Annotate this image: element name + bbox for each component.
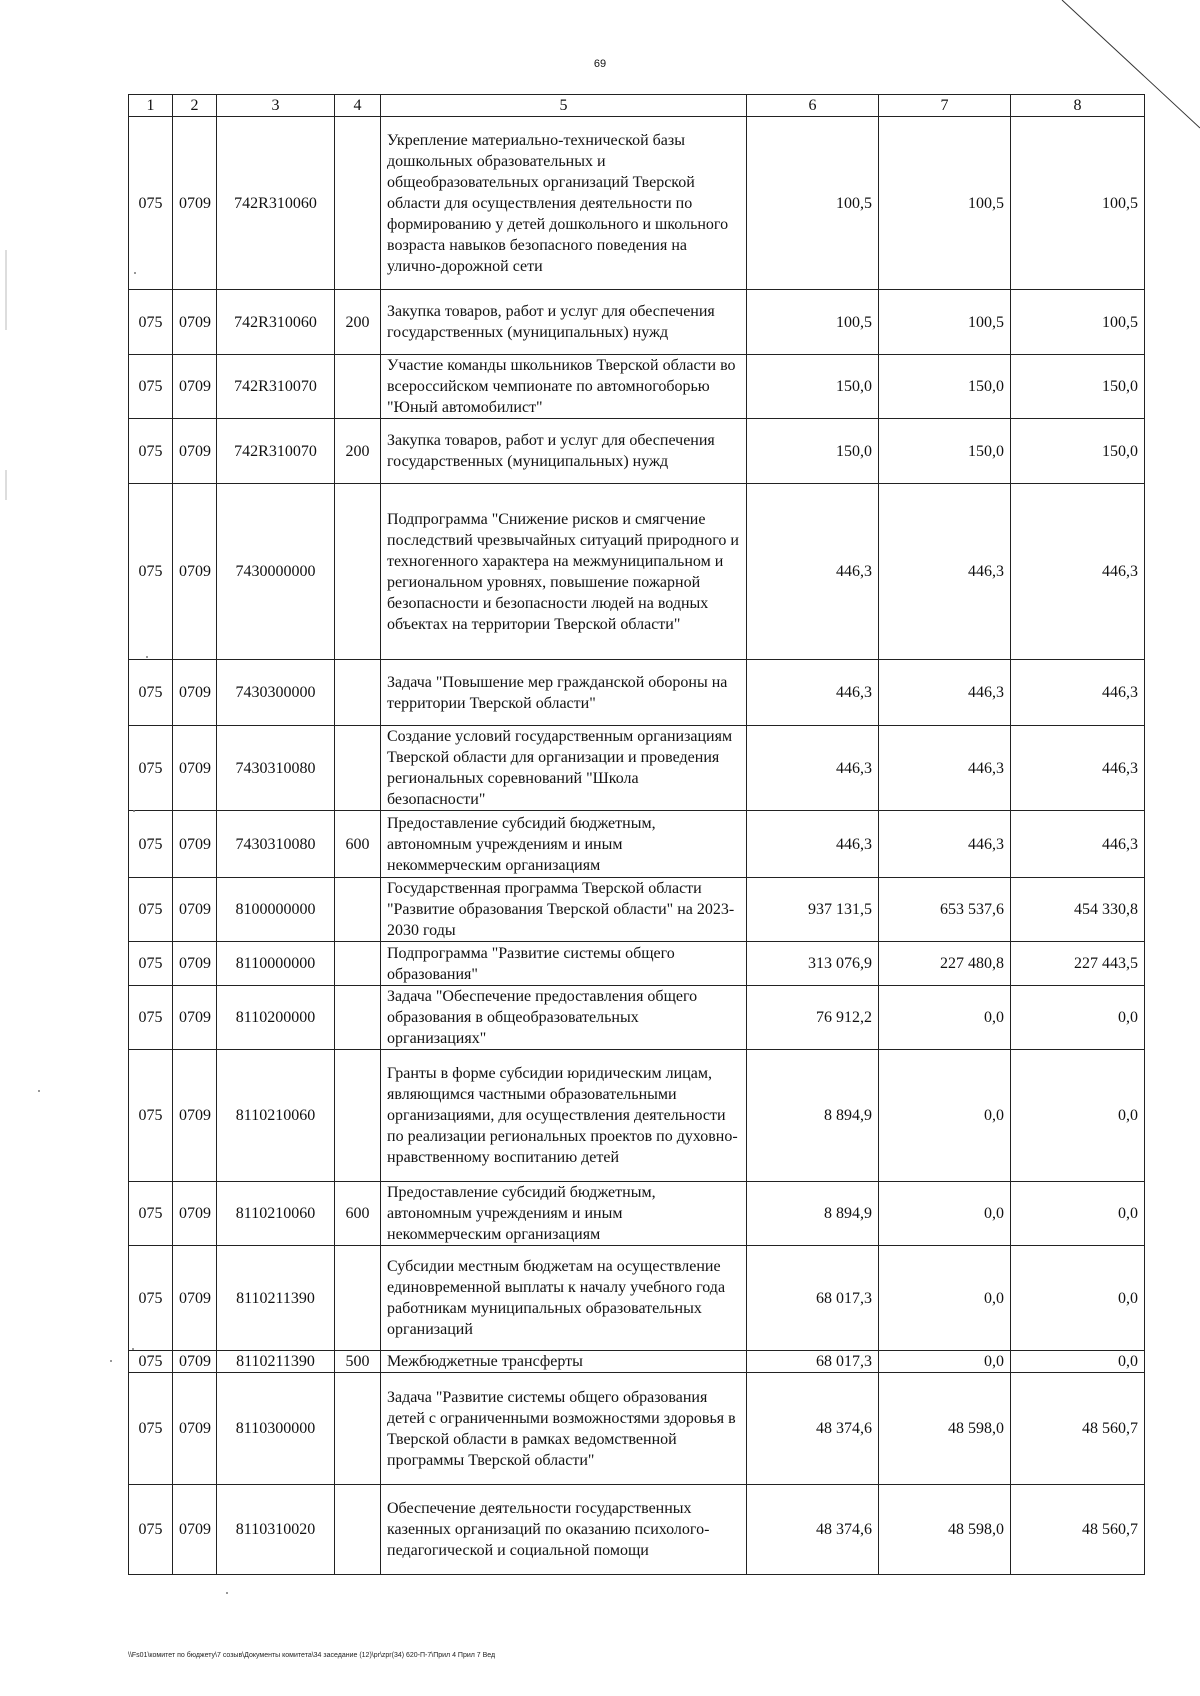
section-code-cell: 0709: [173, 1351, 217, 1373]
column-header-1: 1: [129, 95, 173, 117]
amount-year2-cell: 0,0: [879, 1050, 1011, 1182]
table-row: [129, 1182, 1145, 1246]
column-header-3: 3: [217, 95, 335, 117]
scan-speck: [226, 1592, 228, 1594]
section-code-cell: 0709: [173, 660, 217, 726]
scan-speck: [134, 272, 136, 274]
section-code-cell: 0709: [173, 290, 217, 355]
admin-code-cell: 075: [129, 290, 173, 355]
admin-code-cell: 075: [129, 1485, 173, 1575]
amount-year2-cell: 48 598,0: [879, 1373, 1011, 1485]
section-code-cell: 0709: [173, 726, 217, 811]
header-row: [129, 95, 1145, 117]
amount-year1-cell: 150,0: [747, 355, 879, 419]
admin-code-cell: 075: [129, 117, 173, 290]
amount-year1-cell: 446,3: [747, 726, 879, 811]
section-code-cell: 0709: [173, 878, 217, 942]
table-row: [129, 986, 1145, 1050]
amount-year1-cell: 100,5: [747, 290, 879, 355]
expense-type-cell: [335, 1485, 381, 1575]
target-article-cell: 7430310080: [217, 726, 335, 811]
amount-year2-cell: 150,0: [879, 355, 1011, 419]
expense-type-cell: [335, 1373, 381, 1485]
amount-year1-cell: 446,3: [747, 484, 879, 660]
table-row: [129, 811, 1145, 878]
section-code-cell: 0709: [173, 1246, 217, 1351]
amount-year1-cell: 76 912,2: [747, 986, 879, 1050]
section-code-cell: 0709: [173, 942, 217, 986]
expense-type-cell: [335, 986, 381, 1050]
expense-type-cell: [335, 1050, 381, 1182]
amount-year2-cell: 446,3: [879, 726, 1011, 811]
amount-year2-cell: 446,3: [879, 811, 1011, 878]
column-header-5: 5: [381, 95, 747, 117]
amount-year2-cell: 446,3: [879, 660, 1011, 726]
target-article-cell: 742R310070: [217, 355, 335, 419]
column-header-2: 2: [173, 95, 217, 117]
table-row: [129, 484, 1145, 660]
description-cell: Государственная программа Тверской области "Развитие образования Тверской области" на 2023-2030 годы: [381, 878, 747, 942]
section-code-cell: 0709: [173, 1050, 217, 1182]
description-cell: Межбюджетные трансферты: [381, 1351, 747, 1373]
description-cell: Задача "Обеспечение предоставления общего образования в общеобразовательных организациях": [381, 986, 747, 1050]
amount-year3-cell: 446,3: [1011, 660, 1145, 726]
scan-speck: [132, 1348, 134, 1350]
amount-year3-cell: 446,3: [1011, 811, 1145, 878]
page-number: 69: [593, 58, 607, 70]
amount-year1-cell: 100,5: [747, 117, 879, 290]
table-row: [129, 1050, 1145, 1182]
amount-year1-cell: 68 017,3: [747, 1351, 879, 1373]
table-row: [129, 1373, 1145, 1485]
target-article-cell: 8110211390: [217, 1351, 335, 1373]
amount-year3-cell: 0,0: [1011, 1050, 1145, 1182]
expense-type-cell: [335, 1246, 381, 1351]
admin-code-cell: 075: [129, 355, 173, 419]
amount-year1-cell: 446,3: [747, 660, 879, 726]
section-code-cell: 0709: [173, 1373, 217, 1485]
amount-year2-cell: 0,0: [879, 1182, 1011, 1246]
admin-code-cell: 075: [129, 1050, 173, 1182]
amount-year2-cell: 150,0: [879, 419, 1011, 484]
admin-code-cell: 075: [129, 811, 173, 878]
amount-year2-cell: 227 480,8: [879, 942, 1011, 986]
target-article-cell: 8110300000: [217, 1373, 335, 1485]
table-row: [129, 117, 1145, 290]
scan-speck: [38, 1090, 40, 1092]
table-row: [129, 878, 1145, 942]
description-cell: Укрепление материально-технической базы дошкольных образовательных и общеобразовательных организаций Тверской области для осуществления деятельности по формированию у детей дошкольного и школьного возраста навыков безопасного поведения на улично-дорожной сети: [381, 117, 747, 290]
scan-speck: [133, 810, 135, 812]
amount-year2-cell: 0,0: [879, 1351, 1011, 1373]
table-row: [129, 942, 1145, 986]
amount-year1-cell: 446,3: [747, 811, 879, 878]
amount-year1-cell: 937 131,5: [747, 878, 879, 942]
description-cell: Предоставление субсидий бюджетным, автономным учреждениям и иным некоммерческим организациям: [381, 811, 747, 878]
expense-type-cell: 200: [335, 419, 381, 484]
section-code-cell: 0709: [173, 117, 217, 290]
amount-year3-cell: 454 330,8: [1011, 878, 1145, 942]
amount-year1-cell: 68 017,3: [747, 1246, 879, 1351]
description-cell: Задача "Развитие системы общего образования детей с ограниченными возможностями здоровья в Тверской области в рамках ведомственной программы Тверской области": [381, 1373, 747, 1485]
amount-year3-cell: 48 560,7: [1011, 1373, 1145, 1485]
amount-year1-cell: 48 374,6: [747, 1373, 879, 1485]
admin-code-cell: 075: [129, 1246, 173, 1351]
admin-code-cell: 075: [129, 986, 173, 1050]
section-code-cell: 0709: [173, 484, 217, 660]
column-header-4: 4: [335, 95, 381, 117]
table-row: [129, 1246, 1145, 1351]
amount-year2-cell: 653 537,6: [879, 878, 1011, 942]
amount-year1-cell: 8 894,9: [747, 1050, 879, 1182]
amount-year3-cell: 150,0: [1011, 355, 1145, 419]
amount-year3-cell: 446,3: [1011, 484, 1145, 660]
section-code-cell: 0709: [173, 811, 217, 878]
amount-year3-cell: 0,0: [1011, 1182, 1145, 1246]
amount-year3-cell: 100,5: [1011, 117, 1145, 290]
target-article-cell: 8110211390: [217, 1246, 335, 1351]
column-header-6: 6: [747, 95, 879, 117]
expense-type-cell: [335, 355, 381, 419]
description-cell: Закупка товаров, работ и услуг для обеспечения государственных (муниципальных) нужд: [381, 290, 747, 355]
column-header-8: 8: [1011, 95, 1145, 117]
admin-code-cell: 075: [129, 484, 173, 660]
target-article-cell: 742R310060: [217, 117, 335, 290]
description-cell: Закупка товаров, работ и услуг для обеспечения государственных (муниципальных) нужд: [381, 419, 747, 484]
admin-code-cell: 075: [129, 878, 173, 942]
table-row: [129, 290, 1145, 355]
amount-year1-cell: 313 076,9: [747, 942, 879, 986]
table-body: [129, 117, 1145, 1575]
description-cell: Субсидии местным бюджетам на осуществление единовременной выплаты к началу учебного года работникам муниципальных образовательных организаций: [381, 1246, 747, 1351]
target-article-cell: 7430310080: [217, 811, 335, 878]
scan-speck: [146, 656, 148, 658]
amount-year3-cell: 0,0: [1011, 1351, 1145, 1373]
admin-code-cell: 075: [129, 942, 173, 986]
amount-year2-cell: 100,5: [879, 117, 1011, 290]
admin-code-cell: 075: [129, 726, 173, 811]
scan-speck: [110, 1360, 112, 1362]
description-cell: Обеспечение деятельности государственных казенных организаций по оказанию психолого-педагогической и социальной помощи: [381, 1485, 747, 1575]
amount-year3-cell: 446,3: [1011, 726, 1145, 811]
admin-code-cell: 075: [129, 419, 173, 484]
expense-type-cell: 600: [335, 1182, 381, 1246]
expense-type-cell: [335, 942, 381, 986]
table-row: [129, 660, 1145, 726]
description-cell: Создание условий государственным организациям Тверской области для организации и проведения региональных соревнований "Школа безопасности": [381, 726, 747, 811]
table-row: [129, 726, 1145, 811]
amount-year3-cell: 100,5: [1011, 290, 1145, 355]
table-row: [129, 355, 1145, 419]
admin-code-cell: 075: [129, 1182, 173, 1246]
section-code-cell: 0709: [173, 986, 217, 1050]
target-article-cell: 8110210060: [217, 1050, 335, 1182]
section-code-cell: 0709: [173, 1182, 217, 1246]
section-code-cell: 0709: [173, 1485, 217, 1575]
budget-table: [128, 94, 1145, 1575]
amount-year1-cell: 8 894,9: [747, 1182, 879, 1246]
expense-type-cell: [335, 117, 381, 290]
amount-year2-cell: 100,5: [879, 290, 1011, 355]
amount-year3-cell: 48 560,7: [1011, 1485, 1145, 1575]
target-article-cell: 8110000000: [217, 942, 335, 986]
admin-code-cell: 075: [129, 660, 173, 726]
section-code-cell: 0709: [173, 419, 217, 484]
target-article-cell: 742R310060: [217, 290, 335, 355]
column-header-7: 7: [879, 95, 1011, 117]
expense-type-cell: [335, 484, 381, 660]
section-code-cell: 0709: [173, 355, 217, 419]
table-row: [129, 1351, 1145, 1373]
target-article-cell: 742R310070: [217, 419, 335, 484]
target-article-cell: 8110200000: [217, 986, 335, 1050]
expense-type-cell: 500: [335, 1351, 381, 1373]
amount-year2-cell: 0,0: [879, 1246, 1011, 1351]
description-cell: Предоставление субсидий бюджетным, автономным учреждениям и иным некоммерческим организациям: [381, 1182, 747, 1246]
amount-year3-cell: 0,0: [1011, 986, 1145, 1050]
amount-year2-cell: 0,0: [879, 986, 1011, 1050]
target-article-cell: 8110210060: [217, 1182, 335, 1246]
admin-code-cell: 075: [129, 1351, 173, 1373]
expense-type-cell: 600: [335, 811, 381, 878]
description-cell: Подпрограмма "Снижение рисков и смягчение последствий чрезвычайных ситуаций природного и техногенного характера на межмуниципальном и региональном уровнях, повышение пожарной безопасности и безопасности людей на водных объектах на территории Тверской области": [381, 484, 747, 660]
target-article-cell: 7430000000: [217, 484, 335, 660]
amount-year2-cell: 48 598,0: [879, 1485, 1011, 1575]
table-row: [129, 419, 1145, 484]
target-article-cell: 8100000000: [217, 878, 335, 942]
expense-type-cell: [335, 660, 381, 726]
expense-type-cell: 200: [335, 290, 381, 355]
amount-year3-cell: 150,0: [1011, 419, 1145, 484]
expense-type-cell: [335, 878, 381, 942]
description-cell: Подпрограмма "Развитие системы общего образования": [381, 942, 747, 986]
description-cell: Гранты в форме субсидии юридическим лицам, являющимся частными образовательными организациями, для осуществления деятельности по реализации региональных проектов по духовно-нравственному воспитанию детей: [381, 1050, 747, 1182]
amount-year1-cell: 48 374,6: [747, 1485, 879, 1575]
table-row: [129, 1485, 1145, 1575]
amount-year3-cell: 227 443,5: [1011, 942, 1145, 986]
target-article-cell: 8110310020: [217, 1485, 335, 1575]
file-path-footer: \\Fs01\комитет по бюджету\7 созыв\Документы комитета\34 заседание (12)\pr\zpr(34) 620-П-7\Прил 4 Прил 7 Вед: [128, 1652, 496, 1659]
target-article-cell: 7430300000: [217, 660, 335, 726]
admin-code-cell: 075: [129, 1373, 173, 1485]
description-cell: Задача "Повышение мер гражданской обороны на территории Тверской области": [381, 660, 747, 726]
amount-year3-cell: 0,0: [1011, 1246, 1145, 1351]
description-cell: Участие команды школьников Тверской области во всероссийском чемпионате по автомногоборью "Юный автомобилист": [381, 355, 747, 419]
expense-type-cell: [335, 726, 381, 811]
amount-year2-cell: 446,3: [879, 484, 1011, 660]
amount-year1-cell: 150,0: [747, 419, 879, 484]
